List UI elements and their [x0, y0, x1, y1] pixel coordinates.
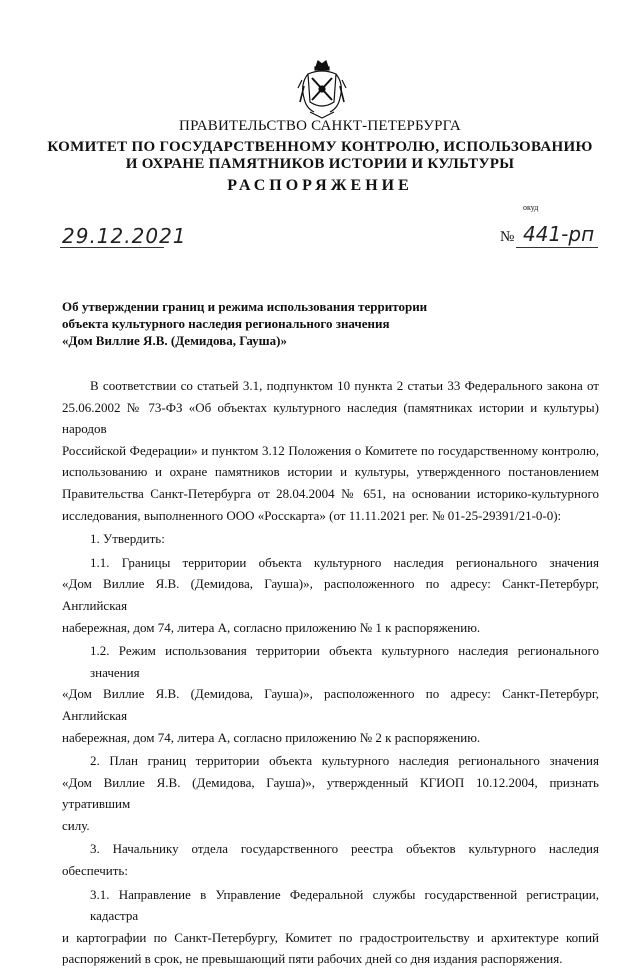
- document-body: [62, 375, 599, 970]
- committee-title-line: КОМИТЕТ ПО ГОСУДАРСТВЕННОМУ КОНТРОЛЮ, ИСПОЛЬЗОВАНИЮ: [47, 139, 593, 155]
- item-1: 1. Утвердить:: [90, 531, 165, 547]
- text-line: силу.: [62, 817, 90, 833]
- text-line: набережная, дом 74, литера А, согласно приложению № 1 к распоряжению.: [62, 619, 481, 635]
- number-underline: [516, 247, 598, 248]
- item-1-1: [62, 552, 599, 638]
- text-line: Российской Федерации» и пунктом 3.12 Положения о Комитете по государственному контролю,: [62, 442, 599, 458]
- text-line: В соответствии со статьей 3.1, подпунктом 10 пункта 2 статьи 33 Федерального закона от: [90, 378, 599, 393]
- spb-coat-of-arms-icon: [296, 58, 348, 120]
- item-2: [62, 750, 599, 836]
- text-line: 1.1. Границы территории объекта культурного наследия регионального значения: [90, 554, 599, 570]
- item-3: 3. Начальнику отдела государственного реестра объектов культурного наследия обеспечить:: [62, 841, 599, 879]
- intro-paragraph: [62, 375, 599, 526]
- number-sign: №: [500, 229, 515, 245]
- text-line: 2. План границ территории объекта культурного наследия регионального значения: [90, 753, 599, 769]
- subject-line: Об утверждении границ и режима использования территории: [62, 299, 428, 314]
- date-underline: [60, 247, 164, 248]
- committee-title-line: И ОХРАНЕ ПАМЯТНИКОВ ИСТОРИИ И КУЛЬТУРЫ: [125, 156, 515, 172]
- text-line: 25.06.2002 № 73-ФЗ «Об объектах культурного наследия (памятниках истории и культуры) народов: [62, 399, 599, 437]
- subject-line: объекта культурного наследия регионального значения: [62, 316, 390, 331]
- text-line: 3.1. Направление в Управление Федеральной службы государственной регистрации, кадастра: [90, 886, 599, 924]
- text-line: Правительства Санкт-Петербурга от 28.04.2004 № 651, на основании историко-культурного: [62, 485, 599, 501]
- text-line: 1.2. Режим использования территории объекта культурного наследия регионального значения: [90, 643, 599, 680]
- document-number: 441-рп: [523, 222, 595, 246]
- item-3-1: [62, 884, 599, 970]
- committee-title: [0, 139, 640, 173]
- item-1-2: [62, 640, 599, 748]
- text-line: распоряжений в срок, не превышающий пяти рабочих дней со дня издания распоряжения.: [62, 951, 563, 967]
- government-title: ПРАВИТЕЛЬСТВО САНКТ-ПЕТЕРБУРГА: [179, 118, 461, 134]
- text-line: «Дом Виллие Я.В. (Демидова, Гауша)», расположенного по адресу: Санкт-Петербург, Английская: [62, 576, 599, 613]
- subject-line: «Дом Виллие Я.В. (Демидова, Гауша)»: [62, 333, 287, 348]
- text-line: набережная, дом 74, литера А, согласно приложению № 2 к распоряжению.: [62, 729, 481, 745]
- text-line: «Дом Виллие Я.В. (Демидова, Гауша)», утвержденный КГИОП 10.12.2004, признать утратившим: [62, 774, 599, 812]
- document-date: 29.12.2021: [62, 224, 187, 248]
- document-subject: [62, 298, 427, 349]
- text-line: исследования, выполненного ООО «Росскарта» (от 11.11.2021 рег. № 01-25-29391/21-0-0):: [62, 507, 562, 523]
- text-line: и картографии по Санкт-Петербургу, Комитет по градостроительству и архитектуре копий: [62, 929, 599, 945]
- okud-label: окуд: [523, 203, 539, 212]
- document-type: РАСПОРЯЖЕНИЕ: [227, 177, 413, 194]
- text-line: использованию и охране памятников истории и культуры, утвержденного постановлением: [62, 464, 599, 480]
- text-line: «Дом Виллие Я.В. (Демидова, Гауша)», расположенного по адресу: Санкт-Петербург, Английская: [62, 686, 599, 723]
